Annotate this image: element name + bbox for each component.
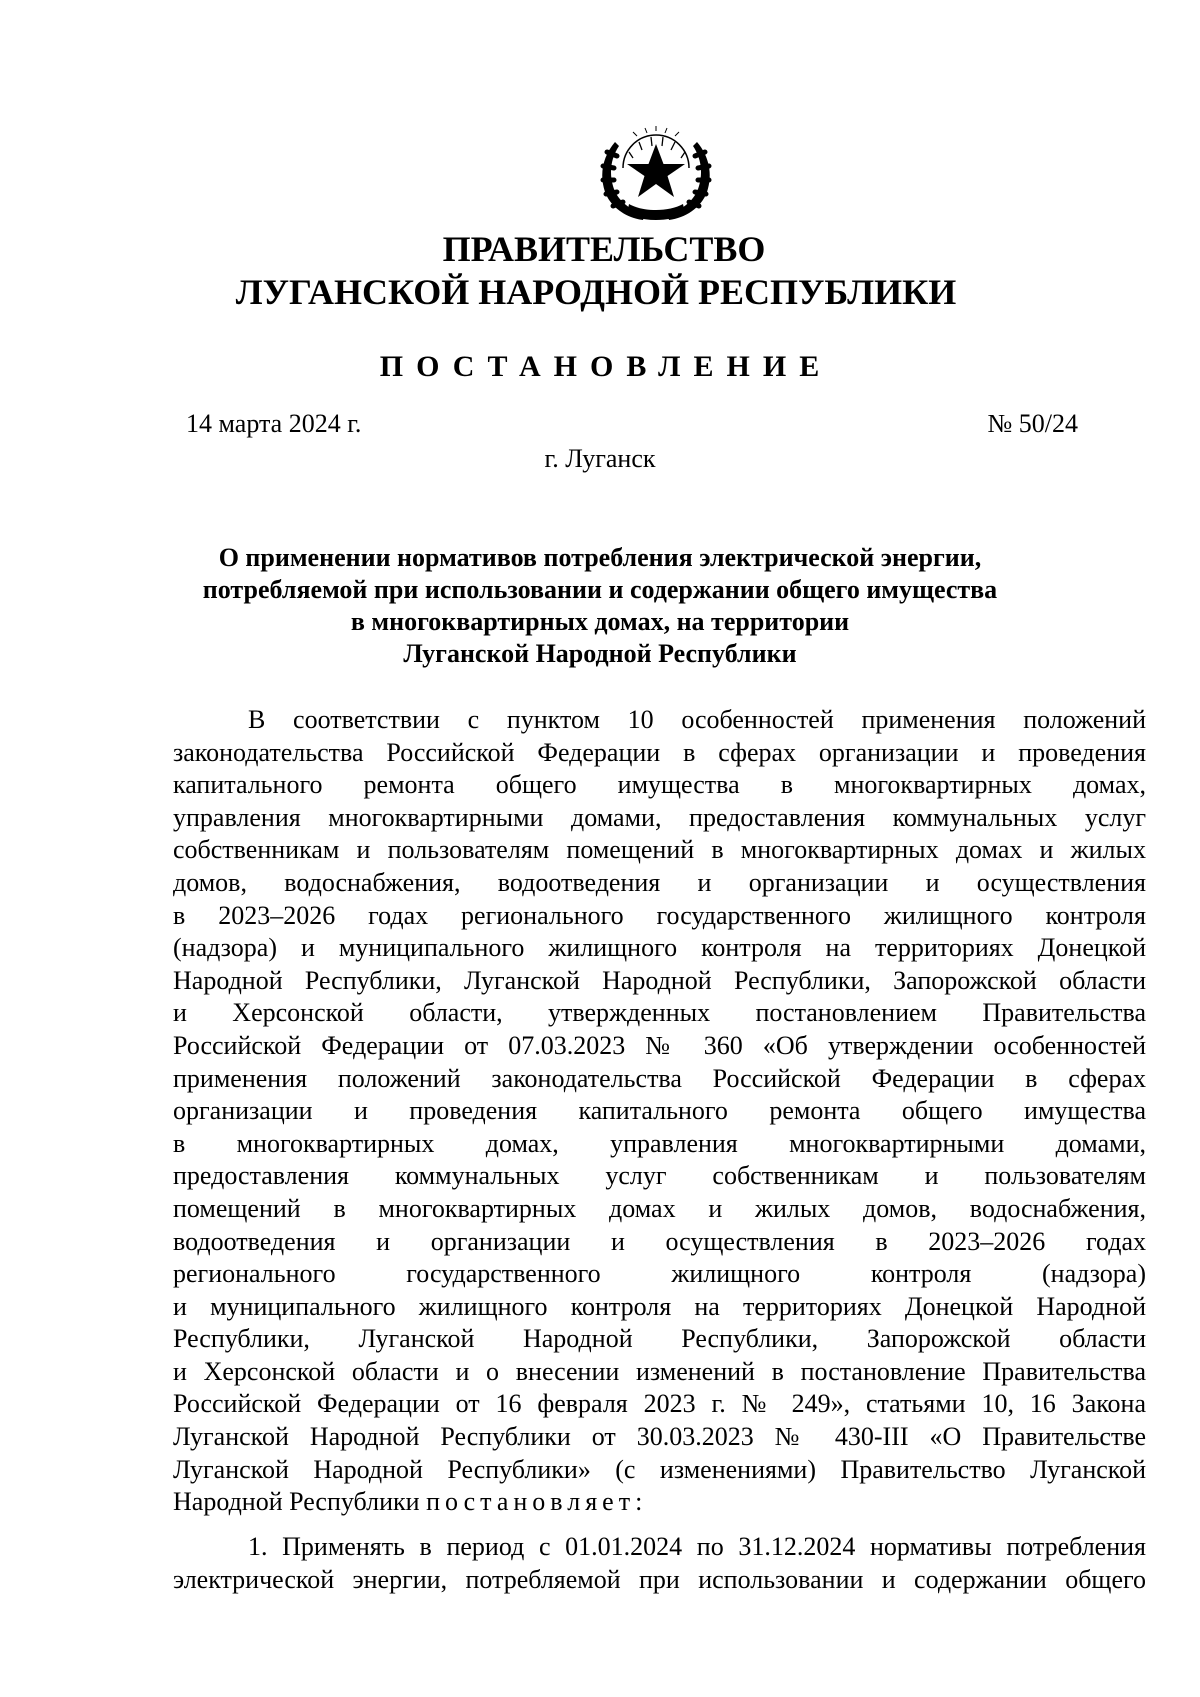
text-line: организации и проведения капитального ремонта общего имущества — [173, 1096, 1146, 1126]
government-name-line2: ЛУГАНСКОЙ НАРОДНОЙ РЕСПУБЛИКИ — [235, 272, 957, 312]
final-line-text: Народной Республики — [173, 1487, 427, 1517]
text-line: водоотведения и организации и осуществления в 2023–2026 годах — [173, 1226, 1146, 1256]
text-line: и Херсонской области, утвержденных постановлением Правительства — [173, 998, 1146, 1028]
text-line: капитального ремонта общего имущества в многоквартирных домах, — [173, 770, 1146, 800]
text-line-final — [173, 1486, 1146, 1519]
document-type: ПОСТАНОВЛЕНИЕ — [379, 350, 833, 383]
text-line: в 2023–2026 годах регионального государственного жилищного контроля — [173, 900, 1146, 930]
text-line: Луганской Народной Республики» (с изменениями) Правительство Луганской — [173, 1454, 1146, 1484]
text-line: Российской Федерации от 16 февраля 2023 г. № 249», статьями 10, 16 Закона — [173, 1389, 1146, 1419]
heading-line: потребляемой при использовании и содержании общего имущества — [202, 575, 998, 604]
heading-line: Луганской Народной Республики — [403, 639, 797, 668]
text-line: регионального государственного жилищного контроля (надзора) — [173, 1259, 1146, 1289]
text-line: Республики, Луганской Народной Республики, Запорожской области — [173, 1324, 1146, 1354]
text-line: (надзора) и муниципального жилищного контроля на территориях Донецкой — [173, 933, 1146, 963]
resolves-word: постановляет — [426, 1487, 636, 1517]
text-line: помещений в многоквартирных домах и жилых домов, водоснабжения, — [173, 1193, 1146, 1223]
text-line: управления многоквартирными домами, предоставления коммунальных услуг — [173, 802, 1146, 832]
text-line: в многоквартирных домах, управления многоквартирными домами, — [173, 1128, 1146, 1158]
text-line: законодательства Российской Федерации в сферах организации и проведения — [173, 737, 1146, 767]
coat-of-arms-icon — [593, 122, 719, 226]
government-name-line1: ПРАВИТЕЛЬСТВО — [442, 229, 766, 269]
text-line: 1. Применять в период с 01.01.2024 по 31.12.2024 нормативы потребления — [248, 1532, 1146, 1561]
text-line: домов, водоснабжения, водоотведения и организации и осуществления — [173, 867, 1146, 897]
text-line: В соответствии с пунктом 10 особенностей применения положений — [248, 705, 1146, 734]
preamble-paragraph — [173, 704, 1146, 1519]
text-line: применения положений законодательства Российской Федерации в сферах — [173, 1063, 1146, 1093]
item-1-paragraph — [173, 1531, 1146, 1596]
text-line: электрической энергии, потребляемой при использовании и содержании общего — [173, 1564, 1146, 1594]
text-line: и Херсонской области и о внесении изменений в постановление Правительства — [173, 1356, 1146, 1386]
text-line: собственникам и пользователям помещений в многоквартирных домах и жилых — [173, 835, 1146, 865]
document-date: 14 марта 2024 г. — [186, 409, 362, 438]
text-line: и муниципального жилищного контроля на территориях Донецкой Народной — [173, 1291, 1146, 1321]
document-heading — [160, 542, 1040, 670]
text-line: предоставления коммунальных услуг собственникам и пользователям — [173, 1161, 1146, 1191]
text-line: Народной Республики, Луганской Народной Республики, Запорожской области — [173, 965, 1146, 995]
heading-line: в многоквартирных домах, на территории — [350, 607, 850, 636]
text-line: Луганской Народной Республики от 30.03.2023 № 430-III «О Правительстве — [173, 1422, 1146, 1452]
document-number: № 50/24 — [987, 409, 1078, 438]
document-city: г. Луганск — [544, 444, 656, 473]
heading-line: О применении нормативов потребления электрической энергии, — [218, 543, 982, 572]
text-line: Российской Федерации от 07.03.2023 № 360 «Об утверждении особенностей — [173, 1030, 1146, 1060]
final-line-colon: : — [635, 1487, 643, 1517]
